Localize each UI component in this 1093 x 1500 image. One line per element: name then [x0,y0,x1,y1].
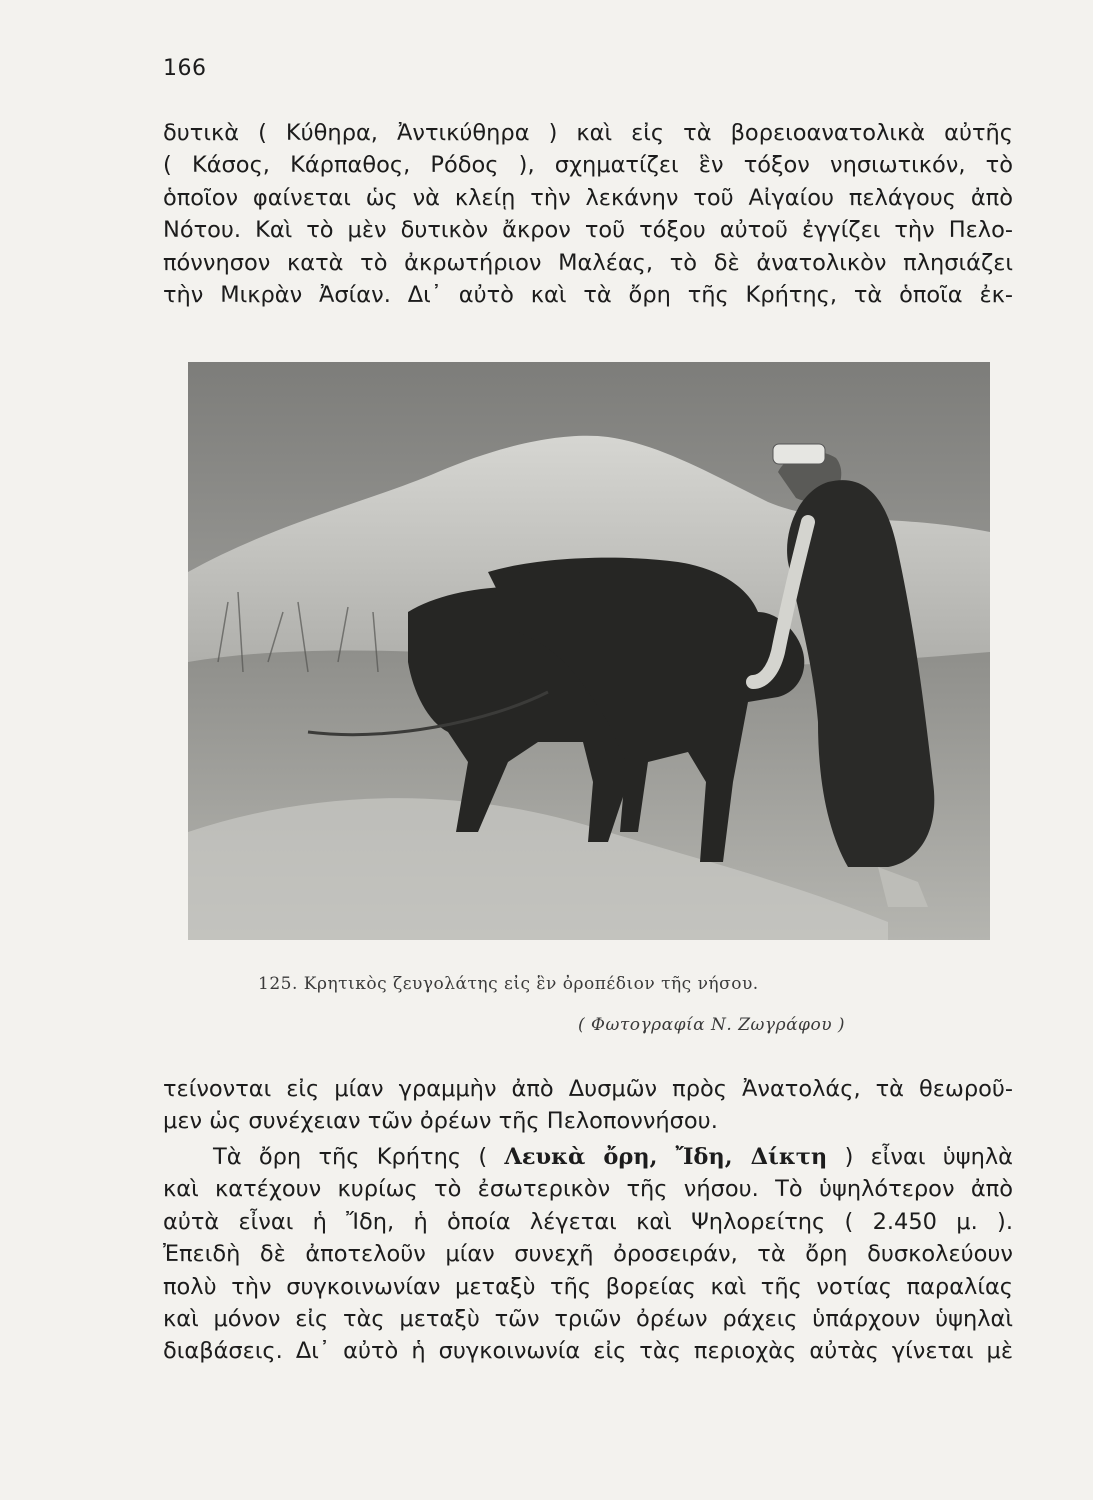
text-line: πόννησον κατὰ τὸ ἀκρωτήριον Μαλέας, τὸ δὲ ἀνατολικὸν πλησιάζει [163,249,1013,276]
text-line: καὶ κατέχουν κυρίως τὸ ἐσωτερικὸν τῆς νήσου. Τὸ ὑψηλότερον ἀπὸ [163,1176,1013,1203]
text-line: τὴν Μικρὰν Ἀσίαν. Δι᾽ αὐτὸ καὶ τὰ ὄρη τῆς Κρήτης, τὰ ὁποῖα ἐκ- [163,282,1013,309]
paragraph-1 [163,117,1013,311]
figure-credit: ( Φωτογραφία Ν. Ζωγράφου ) [578,1015,846,1035]
text-line: ( Κάσος, Κάρπαθος, Ρόδος ), σχηματίζει ἓν τόξον νησιωτικόν, τὸ [163,152,1013,179]
text-line: Ἐπειδὴ δὲ ἀποτελοῦν μίαν συνεχῆ ὀροσειράν, τὰ ὄρη δυσκολεύουν [163,1241,1013,1268]
text-line: Νότου. Καὶ τὸ μὲν δυτικὸν ἄκρον τοῦ τόξου αὐτοῦ ἐγγίζει τὴν Πελο- [163,217,1013,244]
text-line: δυτικὰ ( Κύθηρα, Ἀντικύθηρα ) καὶ εἰς τὰ βορειοανατολικὰ αὐτῆς [163,120,1013,146]
mountain-names: Λευκὰ ὄρη, Ἴδη, Δίκτη [504,1144,828,1170]
text-line: ὁποῖον φαίνεται ὡς νὰ κλείῃ τὴν λεκάνην τοῦ Αἰγαίου πελάγους ἀπὸ [163,184,1013,211]
text-line [163,1141,1013,1173]
text-line: τείνονται εἰς μίαν γραμμὴν ἀπὸ Δυσμῶν πρὸς Ἀνατολάς, τὰ θεωροῦ- [163,1076,1013,1102]
figure-caption: 125. Κρητικὸς ζευγολάτης εἰς ἓν ὀροπέδιον τῆς νήσου. [258,974,759,994]
text-line: αὐτὰ εἶναι ἡ Ἴδη, ἡ ὁποία λέγεται καὶ Ψηλορείτης ( 2.450 μ. ). [163,1208,1013,1235]
text-line: διαβάσεις. Δι᾽ αὐτὸ ἡ συγκοινωνία εἰς τὰς περιοχὰς αὐτὰς γίνεται μὲ [163,1338,1013,1365]
paragraph-2 [163,1073,1013,1138]
text-line: πολὺ τὴν συγκοινωνίαν μεταξὺ τῆς βορείας καὶ τῆς νοτίας παραλίας [163,1273,1013,1300]
paragraph-3 [163,1141,1013,1368]
photo-cretan-plowman [188,362,990,940]
text-segment: Τὰ ὄρη τῆς Κρήτης ( [213,1144,505,1170]
text-segment: ) εἶναι ὑψηλὰ [827,1144,1013,1170]
photo-illustration [188,362,990,940]
text-line: μεν ὡς συνέχειαν τῶν ὀρέων τῆς Πελοποννήσου. [163,1108,718,1135]
text-line: καὶ μόνον εἰς τὰς μεταξὺ τῶν τριῶν ὀρέων ράχεις ὑπάρχουν ὑψηλαὶ [163,1306,1013,1333]
page-number: 166 [163,56,207,81]
